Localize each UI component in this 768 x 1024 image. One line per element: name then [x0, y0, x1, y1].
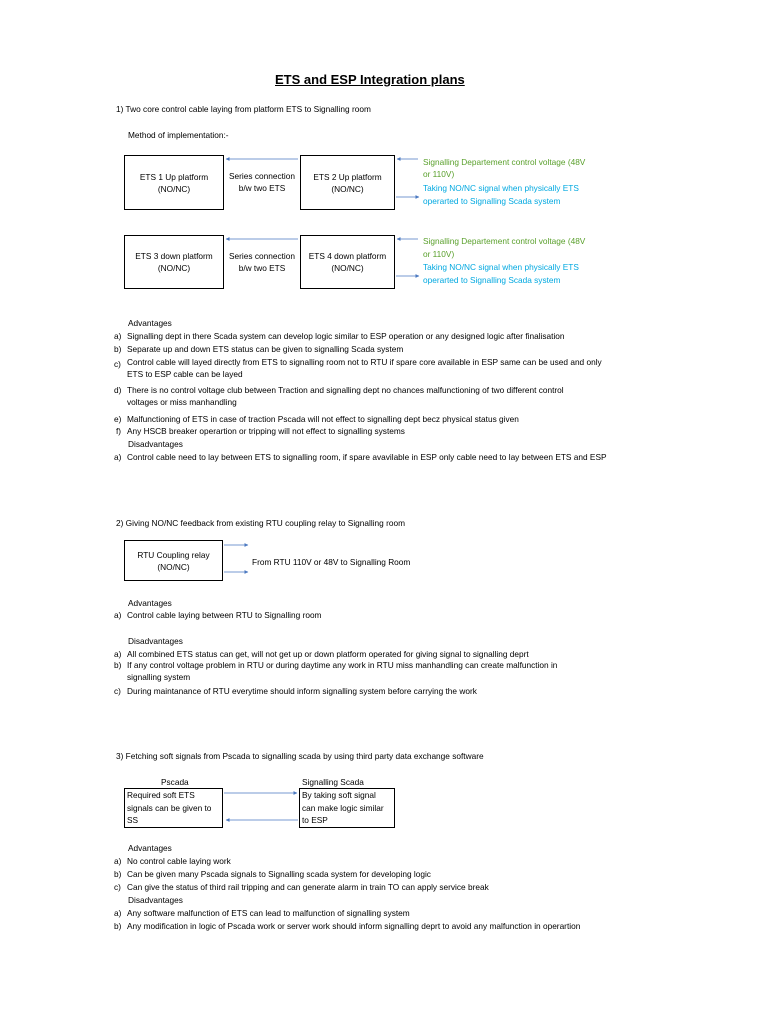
pscada-box-line: SS — [127, 815, 139, 825]
signalling-scada-label: Signalling Scada — [302, 777, 364, 787]
ets2-state: (NO/NC) — [331, 183, 364, 194]
series-connection-2-line1: Series connection — [229, 251, 295, 261]
list-marker: d) — [114, 385, 122, 395]
list-item: Any modification in logic of Pscada work or server work should inform signalling deprt to avoid any malfunction in operartion — [127, 921, 581, 931]
list-item: Control cable need to lay between ETS to signalling room, if spare avavilable in ESP only cable need to lay between ETS and ESP — [127, 452, 607, 462]
s1-advantages-heading: Advantages — [128, 318, 172, 328]
signalling-box-line: By taking soft signal — [302, 790, 376, 800]
list-marker: a) — [114, 908, 122, 918]
control-voltage-note-1b: or 110V) — [423, 169, 455, 179]
list-item-continued: signalling system — [127, 672, 191, 682]
signal-note-2b: operarted to Signalling Scada system — [423, 275, 561, 285]
list-item: Control cable will layed directly from ETS to signalling room not to RTU if spare core available in ESP same can be used and only — [127, 357, 602, 367]
list-marker: f) — [116, 426, 122, 436]
list-marker: a) — [114, 331, 122, 341]
control-voltage-note-1: Signalling Departement control voltage (48V — [423, 157, 586, 167]
s1-disadvantages-heading: Disadvantages — [128, 439, 183, 449]
signal-note-1: Taking NO/NC signal when physically ETS — [423, 183, 579, 193]
list-item: Control cable laying between RTU to Signalling room — [127, 610, 322, 620]
list-item: Can be given many Pscada signals to Signalling scada system for developing logic — [127, 869, 431, 879]
list-marker: c) — [114, 686, 121, 696]
list-marker: c) — [114, 359, 121, 369]
ets4-state: (NO/NC) — [331, 263, 364, 273]
ets1-state: (NO/NC) — [157, 183, 191, 194]
s2-advantages-heading: Advantages — [128, 598, 172, 608]
section-3-heading: 3) Fetching soft signals from Pscada to signalling scada by using third party data exchange software — [116, 751, 484, 761]
series-connection-1-line1: Series connection — [229, 171, 295, 181]
signal-note-1b: operarted to Signalling Scada system — [423, 196, 561, 206]
pscada-box-line: signals can be given to — [127, 802, 212, 813]
list-item: Malfunctioning of ETS in case of traction Pscada will not effect to signalling dept becz physical status given — [127, 414, 519, 424]
ets1-label: ETS 1 Up platform — [139, 171, 209, 182]
list-marker: b) — [114, 344, 122, 354]
list-marker: a) — [114, 610, 122, 620]
signalling-box-line: to ESP — [302, 815, 328, 825]
list-marker: a) — [114, 856, 122, 866]
list-marker: b) — [114, 921, 122, 931]
s3-disadvantages-heading: Disadvantages — [128, 895, 183, 905]
series-connection-2-line2: b/w two ETS — [238, 263, 286, 273]
list-item: During maintanance of RTU everytime should inform signalling system before carrying the work — [127, 686, 477, 696]
list-item: Signalling dept in there Scada system can develop logic similar to ESP operation or any designed logic after finalisation — [127, 331, 565, 341]
list-marker: c) — [114, 882, 121, 892]
list-item: All combined ETS status can get, will not get up or down platform operated for giving signal to signalling deprt — [127, 649, 529, 659]
list-item: Separate up and down ETS status can be given to signalling Scada system — [127, 344, 404, 354]
control-voltage-note-2: Signalling Departement control voltage (48V — [423, 236, 586, 246]
series-connection-1-line2: b/w two ETS — [238, 183, 286, 193]
signal-note-2: Taking NO/NC signal when physically ETS — [423, 262, 579, 272]
ets3-state: (NO/NC) — [157, 263, 191, 273]
list-marker: b) — [114, 869, 122, 879]
list-marker: a) — [114, 452, 122, 462]
page-title: ETS and ESP Integration plans — [275, 72, 465, 87]
ets4-label: ETS 4 down platform — [308, 251, 387, 261]
s2-disadvantages-heading: Disadvantages — [128, 636, 183, 646]
pscada-box-line: Required soft ETS — [127, 790, 195, 800]
s3-advantages-heading: Advantages — [128, 843, 172, 853]
list-item: Any software malfunction of ETS can lead to malfunction of signalling system — [127, 908, 410, 918]
list-marker: e) — [114, 414, 122, 424]
rtu-relay-state: (NO/NC) — [157, 561, 190, 572]
list-marker: a) — [114, 649, 122, 659]
pscada-label: Pscada — [161, 777, 189, 787]
section-2-heading: 2) Giving NO/NC feedback from existing RTU coupling relay to Signalling room — [116, 518, 405, 528]
ets2-label: ETS 2 Up platform — [313, 171, 382, 182]
signalling-box-line: can make logic similar — [302, 802, 384, 813]
rtu-arrow-text: From RTU 110V or 48V to Signalling Room — [252, 557, 411, 567]
list-item: Can give the status of third rail tripping and can generate alarm in train TO can apply service break — [127, 882, 489, 892]
section-1-heading: 1) Two core control cable laying from platform ETS to Signalling room — [116, 104, 371, 114]
list-item: No control cable laying work — [127, 856, 231, 866]
list-item: There is no control voltage club between Traction and signalling dept no chances malfunctioning of two different control — [127, 385, 564, 395]
list-item: Any HSCB breaker operartion or tripping will not effect to signalling systems — [127, 426, 405, 436]
list-item: If any control voltage problem in RTU or during daytime any work in RTU miss manhandling can create malfunction in — [127, 660, 558, 670]
list-item-continued: ETS to ESP cable can be layed — [127, 369, 243, 379]
method-label: Method of implementation:- — [128, 130, 229, 140]
list-item-continued: voltages or miss manhandling — [127, 397, 237, 407]
rtu-relay-label: RTU Coupling relay — [137, 549, 210, 560]
ets3-label: ETS 3 down platform — [135, 251, 213, 261]
control-voltage-note-2b: or 110V) — [423, 249, 455, 259]
list-marker: b) — [114, 660, 122, 670]
